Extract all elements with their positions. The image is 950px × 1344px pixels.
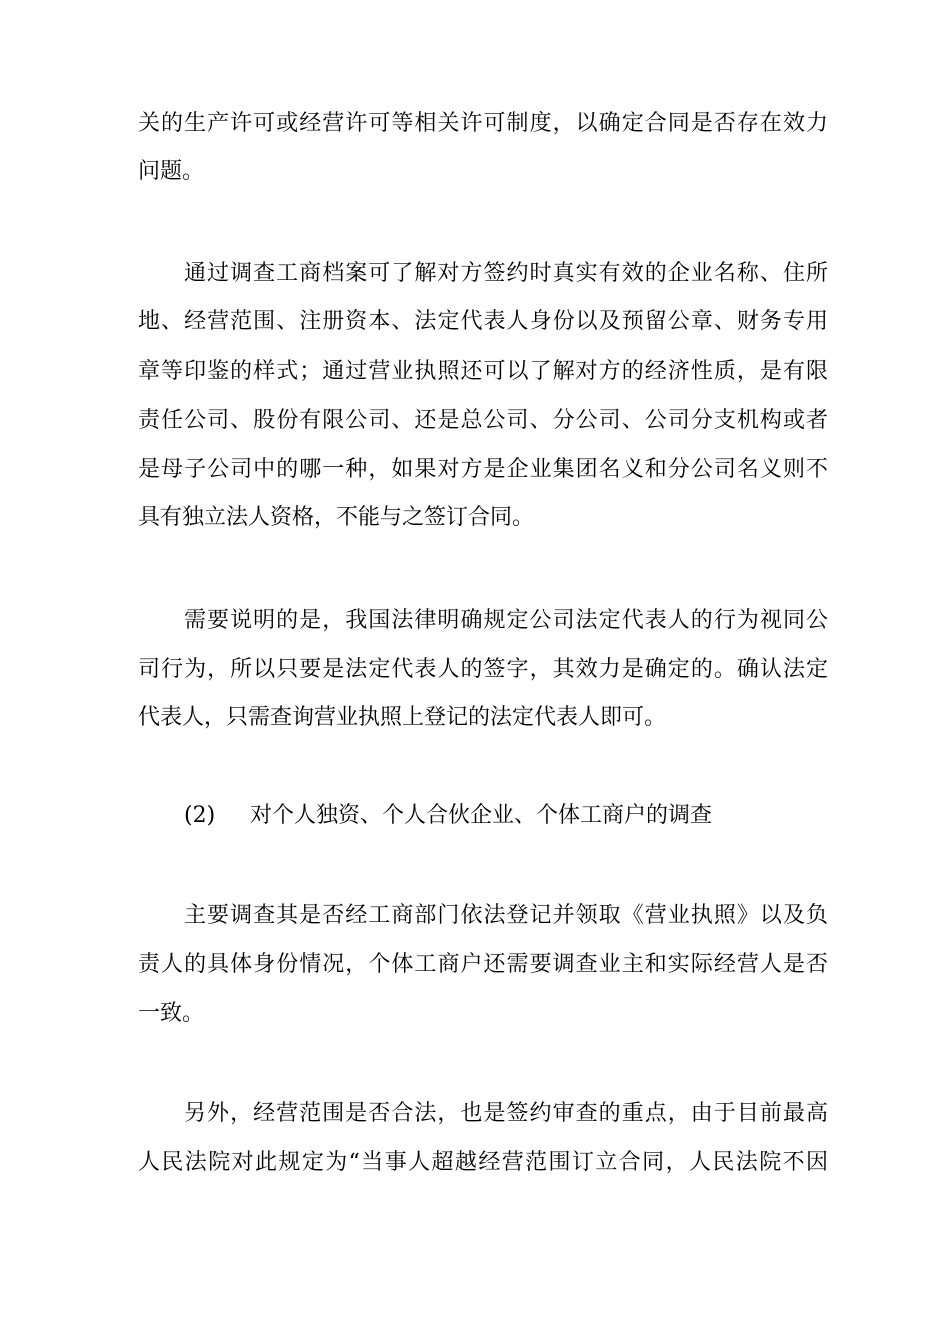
paragraph-4-line-3: 一致。 [138, 1001, 205, 1026]
paragraph-3-line-3: 代表人，只需查询营业执照上登记的法定代表人即可。 [138, 705, 667, 730]
paragraph-2-line-2: 地、经营范围、注册资本、法定代表人身份以及预留公章、财务专用 [138, 309, 828, 334]
paragraph-5-line-2: 人民法院对此规定为“当事人超越经营范围订立合同，人民法院不因 [138, 1150, 828, 1175]
paragraph-4-line-2: 责人的具体身份情况，个体工商户还需要调查业主和实际经营人是否 [138, 952, 828, 977]
paragraph-3-line-1: 需要说明的是，我国法律明确规定公司法定代表人的行为视同公 [184, 608, 828, 633]
paragraph-3-line-2: 司行为，所以只要是法定代表人的签字，其效力是确定的。确认法定 [138, 657, 828, 682]
section-number: (2) [184, 803, 216, 828]
paragraph-4-line-1: 主要调查其是否经工商部门依法登记并领取《营业执照》以及负 [184, 903, 828, 928]
paragraph-1-line-1: 关的生产许可或经营许可等相关许可制度，以确定合同是否存在效力 [138, 111, 828, 136]
paragraph-2-line-1: 通过调查工商档案可了解对方签约时真实有效的企业名称、住所 [184, 261, 828, 286]
section-heading [184, 798, 712, 834]
paragraph-1-line-2: 问题。 [138, 159, 205, 184]
section-title: 对个人独资、个人合伙企业、个体工商户的调查 [250, 803, 713, 828]
paragraph-2-line-6: 具有独立法人资格，不能与之签订合同。 [138, 505, 535, 530]
paragraph-2-line-5: 是母子公司中的哪一种，如果对方是企业集团名义和分公司名义则不 [138, 457, 828, 482]
paragraph-2-line-3: 章等印鉴的样式；通过营业执照还可以了解对方的经济性质，是有限 [138, 359, 828, 384]
paragraph-5-line-1: 另外，经营范围是否合法，也是签约审查的重点，由于目前最高 [184, 1101, 828, 1126]
paragraph-2-line-4: 责任公司、股份有限公司、还是总公司、分公司、公司分支机构或者 [138, 408, 828, 433]
